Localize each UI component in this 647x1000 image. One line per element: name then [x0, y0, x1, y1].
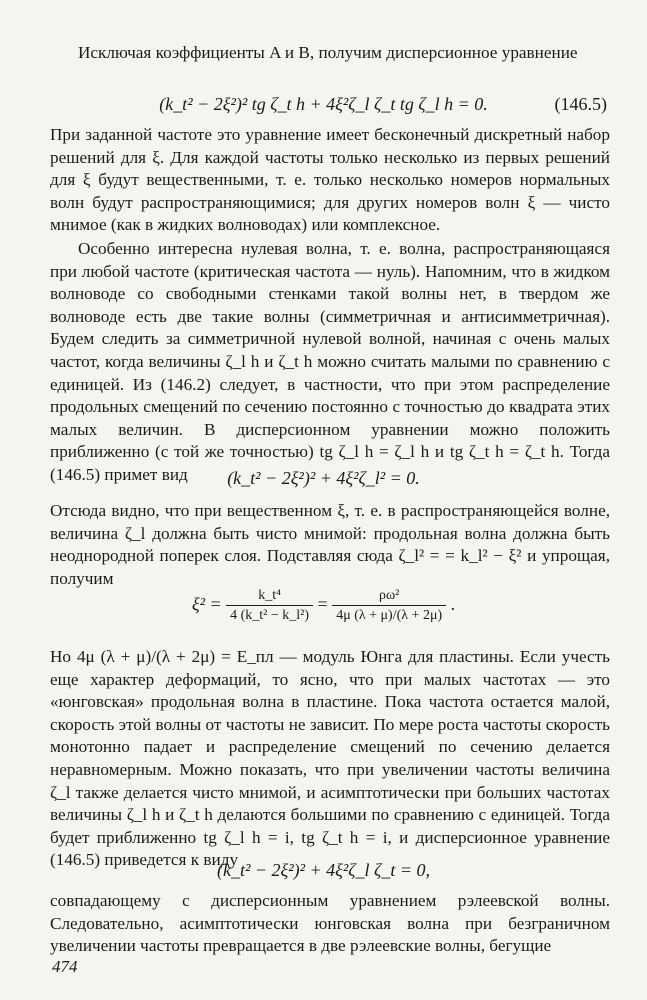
paragraph-imaginary: Отсюда видно, что при вещественном ξ, т. е. в распространяющейся волне, величина ζ_l должна быть чисто мнимой: продольная волна должна быть неоднородной поперек слоя. Подставляя сюда ζ_l² = = k_l² − ξ² и упрощая, получим [50, 501, 610, 588]
paragraph-intro: Исключая коэффициенты A и B, получим дисперсионное уравнение [78, 43, 578, 62]
equation-rayleigh: (k_t² − 2ξ²)² + 4ξ²ζ_l ζ_t = 0, [217, 860, 430, 880]
paragraph-solutions: При заданной частоте это уравнение имеет бесконечный дискретный набор решений для ξ. Для каждой частоты только несколько из первых решений для ξ будут вещественными, т. е. только несколько номеров нормальных волн будут распространяющимися; для других номеров волн ξ — чисто мнимое (как в жидких волноводах) или комплексное. [50, 125, 610, 235]
fraction-rho: $\frac{\text{ρω²}}{4\mu (\lambda + \mu)/(\lambda + 2\mu)}$ [332, 588, 446, 624]
equation-146-5-body: (k_t² − 2ξ²)² tg ζ_t h + 4ξ²ζ_l ζ_t tg ζ_l h = 0. [159, 94, 488, 114]
page-number: 474 [52, 957, 78, 976]
equation-number: (146.5) [554, 94, 607, 114]
paragraph-conclusion: совпадающему с дисперсионным уравнением рэлеевской волны. Следовательно, асимптотически юнговская волна при безграничном увеличении частоты превращается в две рэлеевские волны, бегущие [50, 891, 610, 956]
paragraph-young: Но 4μ (λ + μ)/(λ + 2μ) = E_пл — модуль Юнга для пластины. Если учесть еще характер деформаций, то ясно, что при малых частотах — это «юнговская» продольная волна в пластине. Пока частота остается малой, скорость этой волны от частоты не зависит. По мере роста частоты скорость монотонно падает и распределение смещений по сечению делается неравномерным. Можно показать, что при увеличении частоты величина ζ_l также делается чисто мнимой, и асимптотически при больших частотах величины ζ_l h и ζ_t h делаются большими по сравнению с единицей. Тогда будет приближенно tg ζ_l h = i, tg ζ_t h = i, и дисперсионное уравнение (146.5) приведется к виду [50, 647, 610, 870]
fraction-k: $\frac{\text{k\_t⁴}}{\text{4 (k\_t² − k\_l²)}}$ [226, 588, 313, 624]
paragraph-zero-wave: Особенно интересна нулевая волна, т. е. волна, распространяющаяся при любой частоте (критическая частота — нуль). Напомним, что в жидком волноводе со свободными стенками такой волны нет, в твердом же волноводе есть две такие волны (симметричная и антисимметричная). Будем следить за симметричной нулевой волной, начиная с очень малых частот, когда величины ζ_l h и ζ_t h можно считать малыми по сравнению с единицей. Из (146.2) следует, в частности, что при этом распределение продольных смещений по сечению постоянно с точностью до квадрата этих малых величин. В дисперсионном уравнении можно положить приближенно (с той же точностью) tg ζ_l h = ζ_l h и tg ζ_t h = ζ_t h. Тогда (146.5) примет вид [50, 239, 610, 484]
equation-xi-squared: ξ² = $\frac{\text{k\_t⁴}}{\text{4 (k\_t² − k\_l²)}}$ = $\frac{\text{ρω²}}{4\mu (\lambda + \mu)/(\lambda + 2\mu)}$ . [191, 588, 456, 623]
equation-146-5 [0, 92, 647, 116]
equation-low-frequency: (k_t² − 2ξ²)² + 4ξ²ζ_l² = 0. [227, 468, 420, 488]
